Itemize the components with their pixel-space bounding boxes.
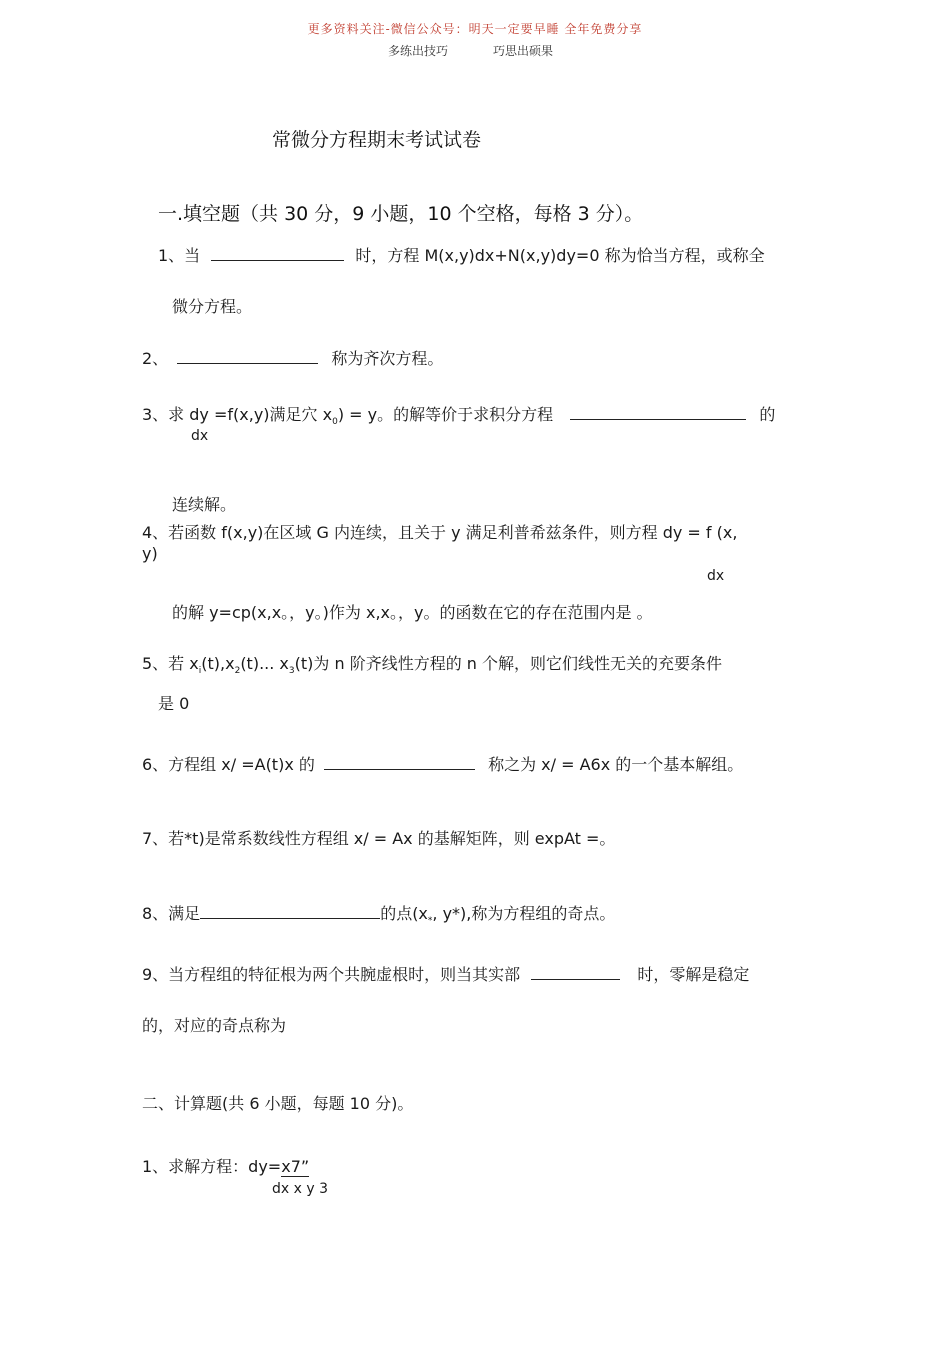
question-7: 7、若*t)是常系数线性方程组 x/ = Ax 的基解矩阵，则 expAt =。	[142, 829, 616, 848]
q3-text-c: 的	[759, 405, 776, 424]
q9-text-a: 9、当方程组的特征根为两个共腕虚根时，则当其实部	[142, 965, 521, 984]
q5-sub-1: i	[198, 666, 202, 677]
q5-text-b: (t),x	[201, 654, 235, 673]
question-8	[142, 901, 615, 926]
question-4: 4、若函数 f(x,y)在区域 G 内连续，且关于 y 满足利普希兹条件，则方程 dy = f (x,	[142, 523, 738, 542]
q3-subscript: 0	[332, 417, 338, 428]
q5-text-a: 5、若 x	[142, 654, 199, 673]
section-2-question-1	[142, 1154, 309, 1177]
q8-text-b: 的点(x	[380, 904, 428, 923]
q6-text-b: 称之为 x/ = A6x 的一个基本解组。	[488, 755, 744, 774]
q2-prefix: 2、	[142, 349, 169, 368]
q3-continuation: 连续解。	[172, 495, 237, 514]
q9-text-b: 时，零解是稳定	[637, 965, 750, 984]
question-1	[158, 243, 765, 266]
header-tag-left: 多练出技巧	[388, 44, 449, 58]
q3-denominator: dx	[191, 428, 209, 444]
q4-continuation: 的解 y=cp(x,x。，y。)作为 x,x。，y。的函数在它的存在范围内是 。	[172, 603, 653, 622]
q6-blank[interactable]	[324, 755, 475, 770]
section-2-heading: 二、计算题(共 6 小题，每题 10 分)。	[142, 1094, 414, 1113]
q9-continuation: 的，对应的奇点称为	[142, 1016, 287, 1035]
q3-blank[interactable]	[570, 405, 746, 420]
question-9	[142, 962, 749, 985]
q5-text-d: (t)为 n 阶齐线性方程的 n 个解，则它们线性无关的充要条件	[294, 654, 723, 673]
q5-sub-3: 3	[288, 666, 295, 677]
s2q1-denominator: dx x y 3	[272, 1181, 328, 1197]
q8-blank[interactable]	[200, 904, 380, 919]
q9-blank[interactable]	[531, 965, 620, 980]
header-tag-right: 巧思出硕果	[493, 44, 554, 58]
s2q1-text: 1、求解方程：dy=	[142, 1157, 282, 1176]
q2-text: 称为齐次方程。	[331, 349, 444, 368]
q1-prefix: 1、当	[158, 246, 201, 265]
q2-blank[interactable]	[177, 349, 318, 364]
question-2	[142, 346, 443, 369]
question-5	[142, 651, 722, 676]
q8-subscript: *	[427, 916, 433, 927]
q5-text-c: (t)... x	[240, 654, 289, 673]
q6-text-a: 6、方程组 x/ =A(t)x 的	[142, 755, 315, 774]
q5-sub-2: 2	[234, 666, 241, 677]
question-6	[142, 752, 743, 775]
promo-banner: 更多资料关注-微信公众号：明天一定要早睡 全年免费分享	[307, 22, 643, 36]
section-1-heading: 一.填空题（共 30 分，9 小题，10 个空格，每格 3 分）。	[158, 203, 644, 225]
q3-text-a: 3、求 dy =f(x,y)满足穴 x	[142, 405, 333, 424]
page-title: 常微分方程期末考试试卷	[272, 129, 482, 151]
q4-denominator: dx	[707, 568, 725, 584]
q3-text-b: ) = y。的解等价于求积分方程	[337, 405, 554, 424]
q1-continuation: 微分方程。	[172, 297, 253, 316]
q8-text-a: 8、满足	[142, 904, 201, 923]
q1-text: 时，方程 M(x,y)dx+N(x,y)dy=0 称为恰当方程，或称全	[355, 246, 765, 265]
s2q1-numerator: x7”	[281, 1157, 310, 1176]
question-3	[142, 402, 775, 427]
q8-text-c: , y*),称为方程组的奇点。	[432, 904, 616, 923]
q5-continuation: 是 0	[158, 694, 190, 713]
q4-line-2: y)	[142, 544, 158, 563]
q1-blank[interactable]	[211, 246, 344, 261]
